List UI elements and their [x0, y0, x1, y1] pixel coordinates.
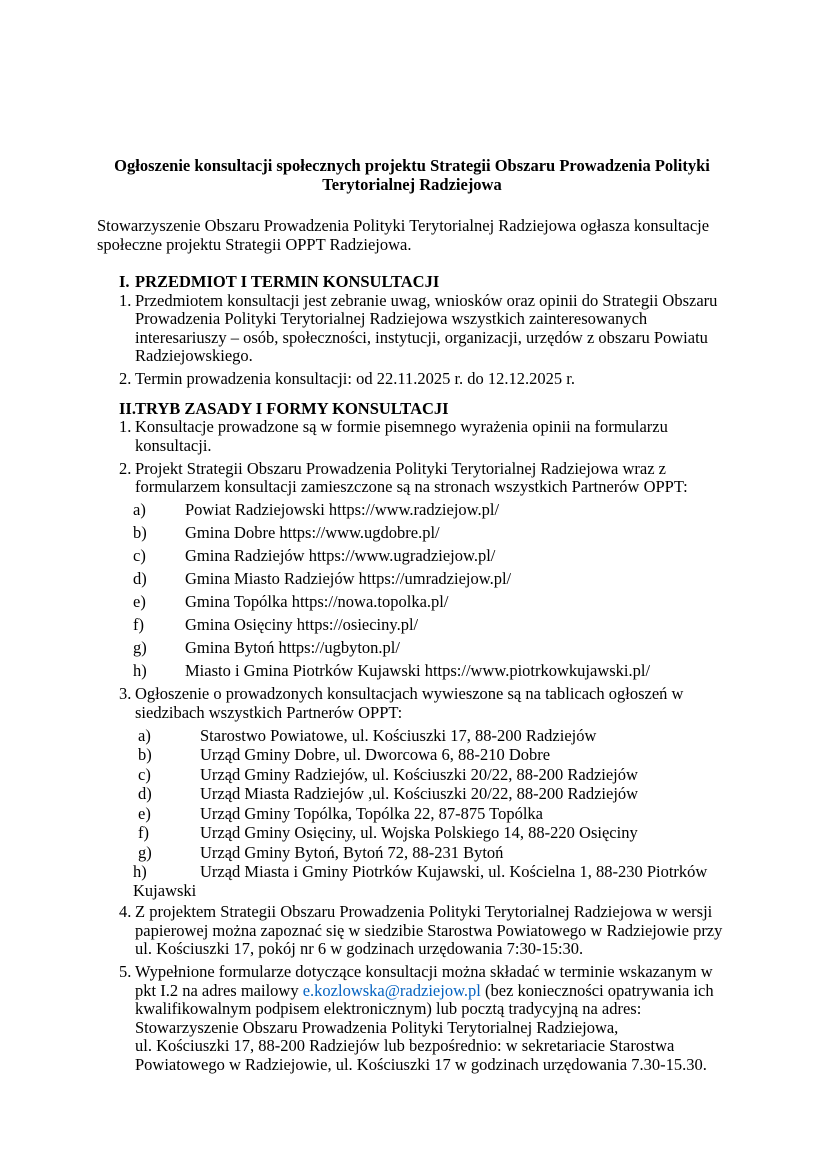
item-letter: g): [133, 638, 147, 657]
list-item: [97, 863, 727, 900]
section-1-item-1: [97, 292, 727, 366]
item-text: Gmina Topólka https://nowa.topolka.pl/: [185, 592, 449, 611]
partner-addresses-list: [97, 727, 727, 901]
email-link[interactable]: e.kozlowska@radziejow.pl: [302, 980, 481, 1000]
list-item: [97, 501, 727, 520]
item-text: Gmina Radziejów https://www.ugradziejow.pl/: [185, 546, 496, 565]
item-number: 2.: [119, 369, 132, 388]
item-text: Przedmiotem konsultacji jest zebranie uwag, wniosków oraz opinii do Strategii Obszaru Prowadzenia Polityki Terytorialnej Radziejowa wszystkich zainteresowanych interesariuszy – osób, społeczności, instytucji, organizacji, urzędów z obszaru Powiatu Radziejowskiego.: [135, 290, 718, 365]
item-number: 1.: [119, 417, 132, 436]
closing-line: ul. Kościuszki 17, 88-200 Radziejów lub bezpośrednio: w sekretariacie Starostwa Powiatowego w Radziejowie, ul. Kościuszki 17 w godzinach urzędowania 7.30-15.30.: [135, 1036, 707, 1074]
list-item: [97, 547, 727, 566]
list-item: [97, 844, 727, 863]
item-letter: c): [138, 764, 151, 784]
list-item: [97, 639, 727, 658]
item-text: Urząd Miasta i Gminy Piotrków Kujawski, ul. Kościelna 1, 88-230 Piotrków Kujawski: [133, 862, 708, 900]
item-text: Termin prowadzenia konsultacji: od 22.11.2025 r. do 12.12.2025 r.: [135, 369, 575, 388]
item-text: Projekt Strategii Obszaru Prowadzenia Polityki Terytorialnej Radziejowa wraz z formularzem konsultacji zamieszczone są na stronach wszystkich Partnerów OPPT:: [135, 458, 688, 496]
item-text: Gmina Osięciny https://osieciny.pl/: [185, 615, 419, 634]
section-2-item-4: [97, 903, 727, 959]
item-text-after-link: (bez konieczności opatrywania ich kwalifikowalnym podpisem elektronicznym) lub pocztą tradycyjną na adres:: [135, 980, 714, 1018]
postal-address-line: Stowarzyszenie Obszaru Prowadzenia Polityki Terytorialnej Radziejowa,: [135, 1017, 619, 1037]
item-text: Urząd Gminy Radziejów, ul. Kościuszki 20/22, 88-200 Radziejów: [200, 764, 638, 784]
section-2-numeral: II.: [119, 398, 136, 418]
section-2-item-2: [97, 460, 727, 497]
item-letter: d): [133, 569, 147, 588]
item-text: Gmina Bytoń https://ugbyton.pl/: [185, 638, 400, 657]
item-letter: a): [133, 500, 146, 519]
item-letter: a): [138, 725, 151, 745]
section-1-numeral: I.: [119, 272, 130, 291]
item-letter: d): [138, 784, 152, 803]
item-letter: f): [138, 823, 149, 842]
item-text: Urząd Gminy Osięciny, ul. Wojska Polskiego 14, 88-220 Osięciny: [200, 823, 638, 842]
section-2-item-1: [97, 418, 727, 455]
item-text: Gmina Dobre https://www.ugdobre.pl/: [185, 523, 440, 542]
section-1-heading: [97, 273, 727, 292]
item-text: Miasto i Gmina Piotrków Kujawski https://www.piotrkowkujawski.pl/: [185, 661, 651, 680]
item-number: 4.: [119, 902, 132, 921]
item-text: Powiat Radziejowski https://www.radziejow.pl/: [185, 500, 500, 519]
item-text-before-link: Wypełnione formularze dotyczące konsultacji można składać w terminie wskazanym w pkt I.2 na adres mailowy: [135, 962, 713, 1000]
item-number: 2.: [119, 458, 132, 478]
item-number: 3.: [119, 684, 132, 703]
item-letter: h): [133, 661, 147, 680]
section-2-heading: [97, 400, 727, 419]
list-item: [97, 824, 727, 843]
item-number: 5.: [119, 962, 132, 981]
item-text: Urząd Gminy Bytoń, Bytoń 72, 88-231 Bytoń: [200, 842, 504, 862]
intro-paragraph: Stowarzyszenie Obszaru Prowadzenia Polityki Terytorialnej Radziejowa ogłasza konsultacje społeczne projektu Strategii OPPT Radziejowa.: [97, 216, 710, 254]
list-item: [97, 593, 727, 612]
list-item: [97, 727, 727, 746]
list-item: [97, 570, 727, 589]
item-letter: c): [133, 546, 146, 565]
list-item: [97, 766, 727, 785]
section-1-heading-text: PRZEDMIOT I TERMIN KONSULTACJI: [135, 272, 440, 291]
item-letter: f): [133, 615, 144, 634]
item-number: 1.: [119, 290, 132, 310]
item-text: Urząd Gminy Topólka, Topólka 22, 87-875 Topólka: [200, 803, 543, 823]
item-letter: e): [133, 592, 146, 611]
item-letter: b): [133, 523, 147, 542]
list-item: [97, 662, 727, 681]
list-item: [97, 524, 727, 543]
document-title: Ogłoszenie konsultacji społecznych projektu Strategii Obszaru Prowadzenia Polityki Terytorialnej Radziejowa: [114, 156, 710, 194]
item-text: Starostwo Powiatowe, ul. Kościuszki 17, 88-200 Radziejów: [200, 725, 597, 745]
item-text: Konsultacje prowadzone są w formie pisemnego wyrażenia opinii na formularzu konsultacji.: [135, 417, 668, 455]
list-item: [97, 785, 727, 804]
list-item: [97, 805, 727, 824]
partner-websites-list: [97, 501, 727, 681]
section-1-item-2: [97, 370, 727, 389]
item-text: Urząd Miasta Radziejów ,ul. Kościuszki 20/22, 88-200 Radziejów: [200, 784, 639, 803]
list-item: [97, 616, 727, 635]
item-text: Z projektem Strategii Obszaru Prowadzenia Polityki Terytorialnej Radziejowa w wersji papierowej można zapoznać się w siedzibie Starostwa Powiatowego w Radziejowie przy ul. Kościuszki 17, pokój nr 6 w godzinach urzędowania 7:30-15:30.: [135, 902, 723, 958]
item-letter: b): [138, 745, 152, 764]
section-2-heading-text: TRYB ZASADY I FORMY KONSULTACJI: [135, 398, 449, 418]
item-text: Urząd Gminy Dobre, ul. Dworcowa 6, 88-210 Dobre: [200, 745, 551, 764]
item-text: Ogłoszenie o prowadzonych konsultacjach wywieszone są na tablicach ogłoszeń w siedzibach wszystkich Partnerów OPPT:: [135, 684, 684, 722]
section-2-item-3: [97, 685, 727, 722]
item-text: Gmina Miasto Radziejów https://umradziejow.pl/: [185, 569, 512, 588]
item-letter: h): [133, 862, 147, 881]
item-letter: g): [138, 842, 152, 862]
list-item: [97, 746, 727, 765]
section-2-item-5: [97, 963, 727, 1074]
item-letter: e): [138, 803, 151, 823]
